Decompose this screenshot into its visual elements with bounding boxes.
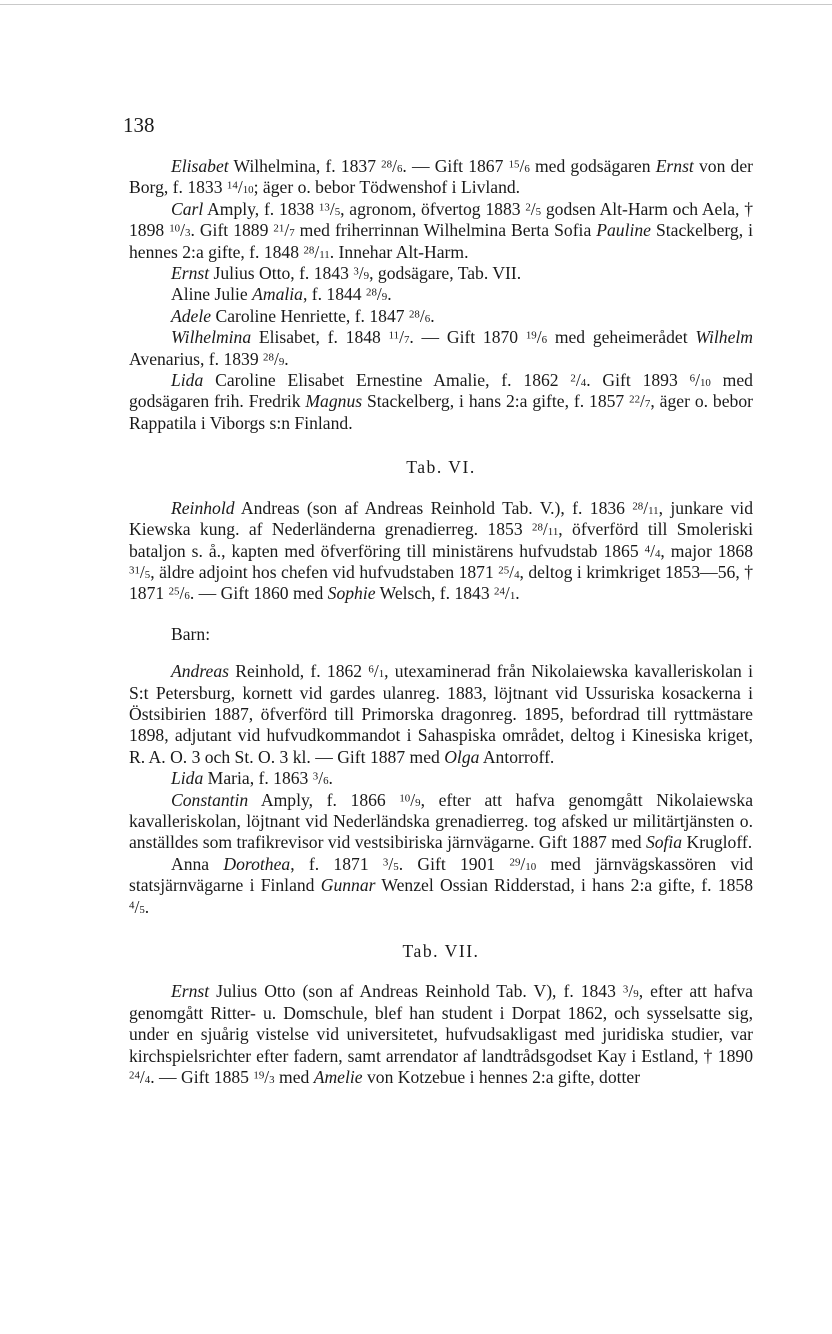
page-number: 138 xyxy=(123,113,155,137)
genealogy-entry: Carl Amply, f. 1838 $^{13}$/5, agronom, öfvertog 1883 $^2$/5 godsen Alt-Harm och Aela, † 1898 $^{10}$/3. Gift 1889 $^{21}$/7 med friherrinnan Wilhelmina Berta Sofia Pauline Stackelberg, i hennes 2:a gifte, f. 1848 $^{28}$/11. Innehar Alt-Harm. xyxy=(129,198,754,262)
page-body xyxy=(129,156,753,1088)
top-rule xyxy=(0,4,832,5)
children-heading: Barn: xyxy=(171,623,211,644)
section-heading: Tab. VII. xyxy=(402,941,480,961)
genealogy-entry: Elisabet Wilhelmina, f. 1837 $^{28}$/6. — Gift 1867 $^{15}$/6 med godsägaren Ernst von der Borg, f. 1833 $^{14}$/10; äger o. bebor Tödwenshof i Livland. xyxy=(129,156,753,198)
genealogy-entry: Constantin Amply, f. 1866 $^{10}$/9, efter att hafva genomgått Nikolaiewska kavalleriskolan, löjtnant vid Nederländska grenadierreg. tog afsked ur militärtjänsten o. anställdes som trafikrevisor vid vestsibiriska järnvägarne. Gift 1887 med Sofia Krugloff. xyxy=(129,789,753,853)
genealogy-entry: Aline Julie Amalia, f. 1844 $^{28}$/9. xyxy=(171,284,392,305)
genealogy-entry: Wilhelmina Elisabet, f. 1848 $^{11}$/7. — Gift 1870 $^{19}$/6 med geheimerådet Wilhelm Avenarius, f. 1839 $^{28}$/9. xyxy=(129,327,753,369)
genealogy-entry: Ernst Julius Otto, f. 1843 $^3$/9, godsägare, Tab. VII. xyxy=(171,263,522,284)
genealogy-entry: Lida Maria, f. 1863 $^3$/6. xyxy=(171,768,333,789)
section-heading: Tab. VI. xyxy=(406,457,476,478)
genealogy-entry: Adele Caroline Henriette, f. 1847 $^{28}$/6. xyxy=(171,305,435,326)
genealogy-entry: Lida Caroline Elisabet Ernestine Amalie, f. 1862 $^2$/4. Gift 1893 $^6$/10 med godsägaren frih. Fredrik Magnus Stackelberg, i hans 2:a gifte, f. 1857 $^{22}$/7, äger o. bebor Rappatila i Viborgs s:n Finland. xyxy=(129,370,753,433)
genealogy-entry: Reinhold Andreas (son af Andreas Reinhold Tab. V.), f. 1836 $^{28}$/11, junkare vid Kiewska kung. af Nederländerna grenadierreg. 1853 $^{28}$/11, öfverförd till Smoleriski bataljon s. å., kapten med öfverföring till ministärens hufvudstab 1865 $^4$/4, major 1868 $^{31}$/5, äldre adjoint hos chefen vid hufvudstaben 1871 $^{25}$/4, deltog i krimkriget 1853—56, † 1871 $^{25}$/6. — Gift 1860 med Sophie Welsch, f. 1843 $^{24}$/1. xyxy=(129,497,753,604)
genealogy-entry: Andreas Reinhold, f. 1862 $^6$/1, utexaminerad från Nikolaiewska kavalleriskolan i S:t Petersburg, kornett vid gardes ulanreg. 1883, löjtnant vid Ussuriska kosackerna i Östsibirien 1887, öfverförd till Primorska dragonreg. 1895, befordrad till ryttmästare 1898, adjutant vid hufvudkommandot i Sahaspiska området, deltog i Kinesiska kriget, R. A. O. 3 och St. O. 3 kl. — Gift 1887 med Olga Antorroff. xyxy=(129,661,753,767)
genealogy-entry: Anna Dorothea, f. 1871 $^3$/5. Gift 1901 $^{29}$/10 med järnvägskassören vid statsjärnvägarne i Finland Gunnar Wenzel Ossian Ridderstad, i hans 2:a gifte, f. 1858 $^4$/5. xyxy=(129,853,754,917)
genealogy-entry: Ernst Julius Otto (son af Andreas Reinhold Tab. V), f. 1843 $^3$/9, efter att hafva genomgått Ritter- u. Domschule, blef han student i Dorpat 1862, och sysselsatte sig, under en sjuårig vistelse vid universitetet, hufvudsakligast med juridiska studier, var kirchspielsrichter efter fadern, samt arrendator af landtrådsgodset Kay i Estland, † 1890 $^{24}$/4. — Gift 1885 $^{19}$/3 med Amelie von Kotzebue i hennes 2:a gifte, dotter xyxy=(129,981,753,1088)
